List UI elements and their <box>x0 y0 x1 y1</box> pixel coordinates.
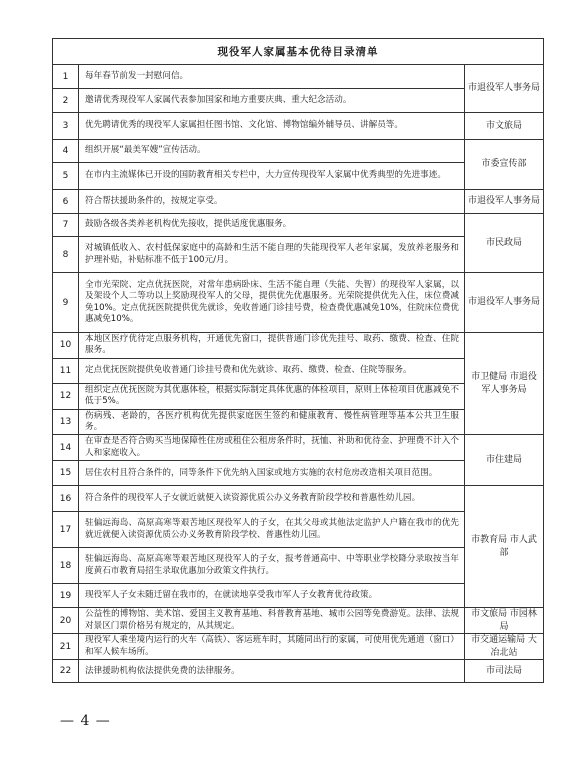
row-number: 17 <box>53 512 79 548</box>
item-content: 定点优抚医院提供免收普通门诊挂号费和优先就诊、取药、缴费、检查、住院等服务。 <box>79 358 465 383</box>
item-content: 鼓励各级各类养老机构优先接收，提供适度优惠服务。 <box>79 214 465 237</box>
item-content: 对城镇低收入、农村低保家庭中的高龄和生活不能自理的失能现役军人老年家属，发放养老服务和护理补贴，补贴标准不低于100元/月。 <box>79 237 465 273</box>
responsible-department: 市教育局 市人武部 <box>465 486 544 608</box>
row-number: 10 <box>53 333 79 359</box>
item-content: 现役军人乘坐境内运行的火车（高铁）、客运班车时，其随同出行的家属，可使用优先通道（窗口）和军人候车场所。 <box>79 634 465 660</box>
row-number: 15 <box>53 461 79 486</box>
table-title: 现役军人家属基本优待目录清单 <box>53 39 544 65</box>
item-content: 在审查是否符合购买当地保障性住房或租住公租房条件时，抚恤、补助和优待金、护理费不计入个人和家庭收入。 <box>79 435 465 461</box>
item-content: 在市内主流媒体已开设的国防教育相关专栏中，大力宣传现役军人家属中优秀典型的先进事迹。 <box>79 163 465 190</box>
item-content: 邀请优秀现役军人家属代表参加国家和地方重要庆典、重大纪念活动。 <box>79 89 465 113</box>
responsible-department: 市民政局 <box>465 214 544 273</box>
responsible-department: 市退役军人事务局 <box>465 273 544 333</box>
row-number: 8 <box>53 237 79 273</box>
row-number: 14 <box>53 435 79 461</box>
item-content: 全市光荣院、定点优抚医院，对常年患病卧床、生活不能自理（失能、失智）的现役军人家属，以及架设个人二等功以上奖励现役军人的父母，提供优先优惠服务。光荣院提供优先入住，床位费减免10%。定点优抚医院提供优先就诊，免收普通门诊挂号费，检查费优惠减免10%，住院床位费优惠减免10%。 <box>79 273 465 333</box>
item-content: 居住农村且符合条件的，同等条件下优先纳入国家或地方实施的农村危房改造相关项目范围。 <box>79 461 465 486</box>
row-number: 6 <box>53 190 79 214</box>
row-number: 9 <box>53 273 79 333</box>
page-number: — 4 — <box>60 713 111 729</box>
item-content: 组织定点优抚医院为其优惠体检，根据实际制定具体优惠的体检项目，原则上体检项目优惠减免不低于5%。 <box>79 383 465 409</box>
responsible-department: 市交通运输局 大冶北站 <box>465 634 544 660</box>
row-number: 12 <box>53 383 79 409</box>
row-number: 3 <box>53 113 79 140</box>
row-number: 2 <box>53 89 79 113</box>
item-content: 伤病残、老龄的，各医疗机构优先提供家庭医生签约和健康教育、慢性病管理等基本公共卫生服务。 <box>79 409 465 435</box>
row-number: 4 <box>53 140 79 163</box>
responsible-department: 市退役军人事务局 <box>465 65 544 113</box>
responsible-department: 市住建局 <box>465 435 544 486</box>
responsible-department: 市文旅局 <box>465 113 544 140</box>
item-content: 符合帮扶援助条件的，按规定享受。 <box>79 190 465 214</box>
row-number: 5 <box>53 163 79 190</box>
row-number: 1 <box>53 65 79 89</box>
item-content: 组织开展“最美军嫂”宣传活动。 <box>79 140 465 163</box>
responsible-department: 市司法局 <box>465 660 544 683</box>
item-content: 现役军人子女未随迁留在我市的，在就读地享受我市军人子女教育优待政策。 <box>79 584 465 608</box>
item-content: 本地区医疗优待定点服务机构，开通优先窗口，提供普通门诊优先挂号、取药、缴费、检查、住院服务。 <box>79 333 465 359</box>
responsible-department: 市文旅局 市园林局 <box>465 608 544 634</box>
item-content: 优先聘请优秀的现役军人家属担任图书馆、文化馆、博物馆编外辅导员、讲解员等。 <box>79 113 465 140</box>
item-content: 公益性的博物馆、美术馆、爱国主义教育基地、科普教育基地、城市公园等免费游览。法律、法规对景区门票价格另有规定的，从其规定。 <box>79 608 465 634</box>
row-number: 18 <box>53 548 79 584</box>
item-content: 驻偏远海岛、高原高寒等艰苦地区现役军人的子女，报考普通高中、中等职业学校降分录取按当年度黄石市教育局招生录取优惠加分政策文件执行。 <box>79 548 465 584</box>
row-number: 21 <box>53 634 79 660</box>
item-content: 驻偏远海岛、高原高寒等艰苦地区现役军人的子女，在其父母或其他法定监护人户籍在我市的优先就近就便入读资源优质公办义务教育阶段学校、普惠性幼儿园。 <box>79 512 465 548</box>
responsible-department: 市卫健局 市退役军人事务局 <box>465 333 544 435</box>
row-number: 7 <box>53 214 79 237</box>
row-number: 11 <box>53 358 79 383</box>
row-number: 19 <box>53 584 79 608</box>
row-number: 16 <box>53 486 79 512</box>
item-content: 法律援助机构依法提供免费的法律服务。 <box>79 660 465 683</box>
responsible-department: 市退役军人事务局 <box>465 190 544 214</box>
row-number: 22 <box>53 660 79 683</box>
benefits-list-table <box>52 38 544 683</box>
item-content: 符合条件的现役军人子女就近就便入读资源优质公办义务教育阶段学校和普惠性幼儿园。 <box>79 486 465 512</box>
row-number: 20 <box>53 608 79 634</box>
responsible-department: 市委宣传部 <box>465 140 544 190</box>
item-content: 每年春节前发一封慰问信。 <box>79 65 465 89</box>
row-number: 13 <box>53 409 79 435</box>
